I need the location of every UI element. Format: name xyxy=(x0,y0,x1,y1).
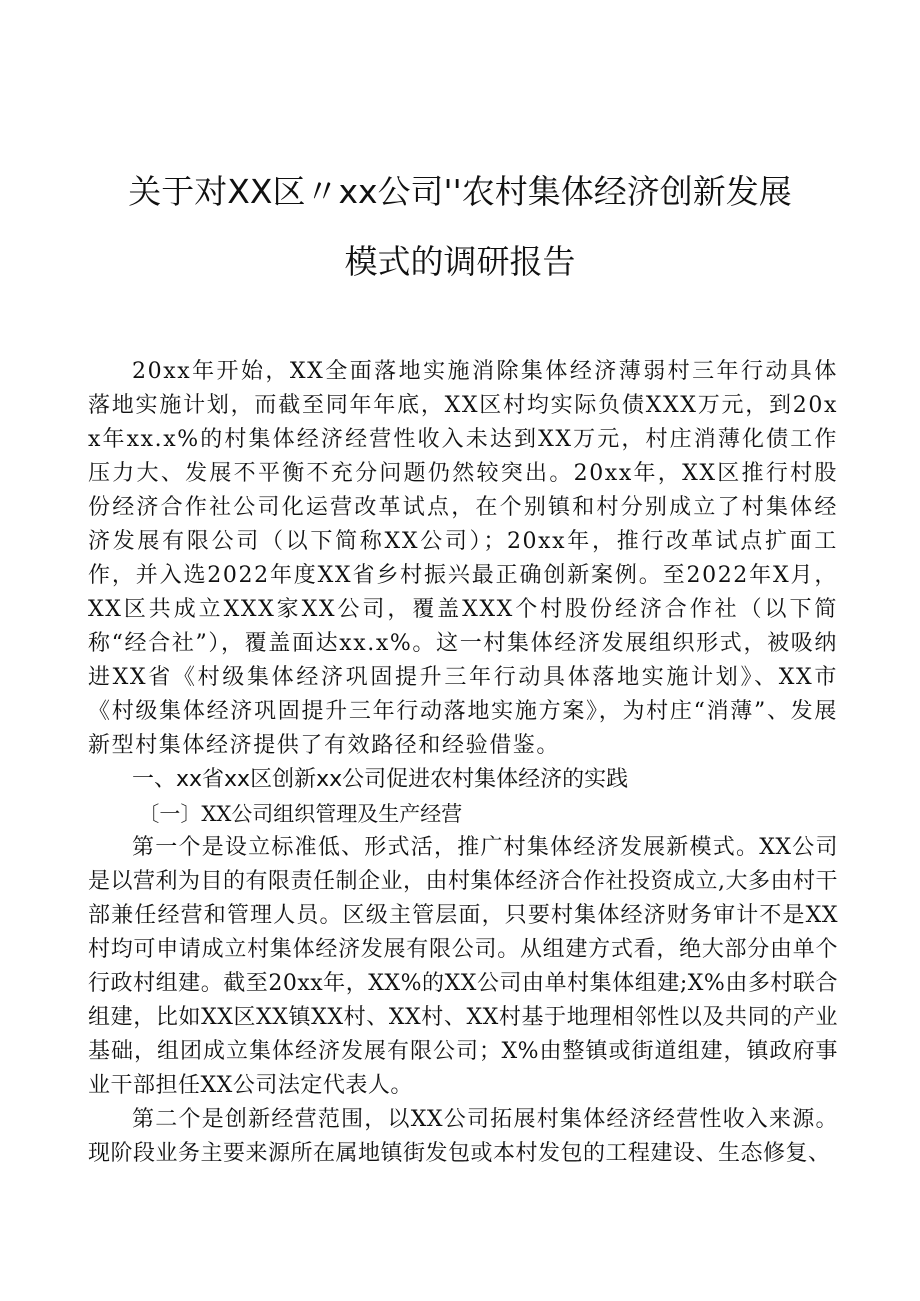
intro-paragraph: 20xx年开始，XX全面落地实施消除集体经济薄弱村三年行动具体落地实施计划，而截至同年年底，XX区村均实际负债XXX万元，到20xx年xx.x%的村集体经济经营性收入未达到XX万元，村庄消薄化债工作压力大、发展不平衡不充分问题仍然较突出。20xx年，XX区推行村股份经济合作社公司化运营改革试点，在个别镇和村分别成立了村集体经济发展有限公司（以下简称XX公司）；20xx年，推行改革试点扩面工作，并入选2022年度XX省乡村振兴最正确创新案例。至2022年X月，XX区共成立XXX家XX公司，覆盖XXX个村股份经济合作社（以下简称“经合社”），覆盖面达xx.x%。这一村集体经济发展组织形式，被吸纳进XX省《村级集体经济巩固提升三年行动具体落地实施计划》、XX市《村级集体经济巩固提升三年行动落地实施方案》，为村庄“消薄”、发展新型村集体经济提供了有效路径和经验借鉴。 xyxy=(88,359,838,758)
paragraph-first-measure: 第一个是设立标准低、形式活，推广村集体经济发展新模式。XX公司是以营利为目的有限责任制企业，由村集体经济合作社投资成立,大多由村干部兼任经营和管理人员。区级主管层面，只要村集体经济财务审计不是XX村均可申请成立村集体经济发展有限公司。从组建方式看，绝大部分由单个行政村组建。截至20xx年，XX%的XX公司由单村集体组建;X%由多村联合组建，比如XX区XX镇XX村、XX村、XX村基于地理相邻性以及共同的产业基础，组团成立集体经济发展有限公司；X%由整镇或街道组建，镇政府事业干部担任XX公司法定代表人。 xyxy=(88,835,838,1098)
document-title-line-2: 模式的调研报告 xyxy=(344,242,576,281)
section-1-heading: 一、xx省xx区创新xx公司促进农村集体经济的实践 xyxy=(132,767,629,792)
document-title-line-1: 关于对XX区〃xx公司''农村集体经济创新发展 xyxy=(128,172,792,211)
document-body xyxy=(88,355,838,1171)
section-1-subheading-1: 〔一〕XX公司组织管理及生产经营 xyxy=(138,802,463,826)
paragraph-second-measure: 第二个是创新经营范围，以XX公司拓展村集体经济经营性收入来源。现阶段业务主要来源所在属地镇街发包或本村发包的工程建设、生态修复、 xyxy=(88,1107,838,1166)
